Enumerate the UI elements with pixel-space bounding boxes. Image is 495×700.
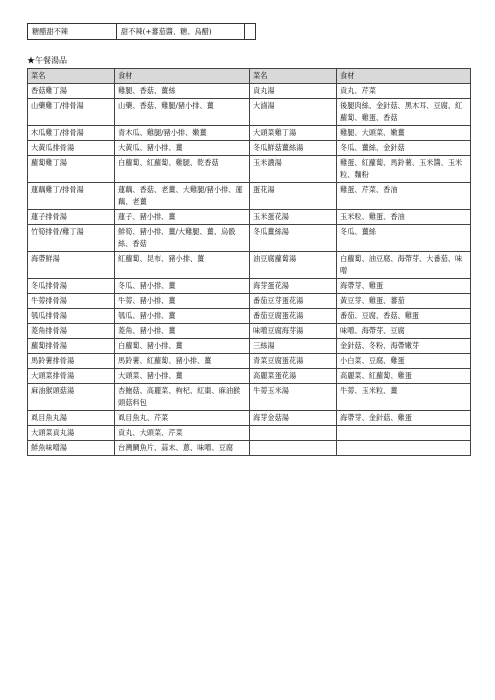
table-row: [28, 384, 471, 411]
ingredients-cell: 鮮筍、豬小排、薑/大雞腿、薑、烏骰絲、香菇: [115, 225, 250, 252]
dish-name-cell: 大頭菜貢丸湯: [28, 426, 115, 441]
dish-name-cell: 味噌豆腐海芽湯: [250, 324, 337, 339]
dish-name-cell: 蛋花湯: [250, 183, 337, 210]
ingredients-cell: 青木瓜、雞腿/豬小排、嫩薑: [115, 126, 250, 141]
ingredients-cell: 大頭菜、豬小排、薑: [115, 369, 250, 384]
ingredients-cell: 貢丸、芹菜: [337, 84, 471, 99]
ingredients-cell: 紅蘿蔔、昆布、豬小排、薑: [115, 252, 250, 279]
empty-cell: [245, 24, 256, 40]
table-row: [28, 324, 471, 339]
table-row: [28, 99, 471, 126]
dish-name-cell: 高麗菜蛋花湯: [250, 369, 337, 384]
ingredients-cell: 冬瓜、豬小排、薑: [115, 279, 250, 294]
lunch-soup-table: [27, 68, 471, 456]
table-row: [28, 411, 471, 426]
table-row: [28, 141, 471, 156]
dish-name-cell: 海芽蛋花湯: [250, 279, 337, 294]
ingredients-cell: [337, 426, 471, 441]
dish-name-cell: 海帶鮮湯: [28, 252, 115, 279]
ingredients-cell: 馬鈴薯、紅蘿蔔、豬小排、薑: [115, 354, 250, 369]
table-row: [28, 210, 471, 225]
dish-name-cell: 玉米濃湯: [250, 156, 337, 183]
header-row: [28, 69, 471, 84]
table-row: [28, 426, 471, 441]
dish-name-cell: 牛蒡排骨湯: [28, 294, 115, 309]
dish-name-cell: 牛蒡玉米湯: [250, 384, 337, 411]
ingredients-cell: 後腿肉絲、金針菇、黑木耳、豆腐、紅蘿蔔、雞蛋、香菇: [337, 99, 471, 126]
dish-name-cell: 鮮魚味噌湯: [28, 441, 115, 456]
dish-name-cell: 玉米蛋花湯: [250, 210, 337, 225]
ingredients-cell: 杏鮑菇、高麗菜、枸杞、紅棗、麻油猴頭菇料包: [115, 384, 250, 411]
ingredients-cell: 冬瓜、薑絲: [337, 225, 471, 252]
dish-name-cell: [250, 426, 337, 441]
ingredients-cell: 玉米粒、雞蛋、香油: [337, 210, 471, 225]
dish-name-cell: 麻油猴頭菇湯: [28, 384, 115, 411]
dish-name-cell: 冬瓜排骨湯: [28, 279, 115, 294]
table-row: [28, 225, 471, 252]
dish-name-cell: 瓠瓜排骨湯: [28, 309, 115, 324]
ingredients-cell: 甜不辣(+蕃茄醬、糖、烏醋): [117, 24, 245, 40]
table-row: [28, 24, 256, 40]
ingredients-cell: 菱角、豬小排、薑: [115, 324, 250, 339]
ingredients-cell: 白蘿蔔、紅蘿蔔、雞腿、乾香菇: [115, 156, 250, 183]
ingredients-cell: 金針菇、冬粉、海帶嫩芽: [337, 339, 471, 354]
dish-name-cell: 大頭菜排骨湯: [28, 369, 115, 384]
dish-name-cell: 海芽金菇湯: [250, 411, 337, 426]
ingredients-cell: 雞腿、香菇、薑絲: [115, 84, 250, 99]
ingredients-cell: 雞腿、大頭菜、嫩薑: [337, 126, 471, 141]
dish-name-cell: 山藥雞丁/排骨湯: [28, 99, 115, 126]
ingredients-cell: 海帶芽、雞蛋: [337, 279, 471, 294]
header-dish-name: 菜名: [28, 69, 115, 84]
ingredients-cell: 冬瓜、薑絲、金針菇: [337, 141, 471, 156]
dish-name-cell: 竹筍排骨/雞丁湯: [28, 225, 115, 252]
dish-name-cell: 三絲湯: [250, 339, 337, 354]
dish-name-cell: 青菜豆腐蛋花湯: [250, 354, 337, 369]
dish-name-cell: 油豆腐蘿蔔湯: [250, 252, 337, 279]
table-row: [28, 126, 471, 141]
dish-name-cell: 蓮藕雞丁/排骨湯: [28, 183, 115, 210]
table-row: [28, 309, 471, 324]
table-row: [28, 354, 471, 369]
ingredients-cell: 黃豆芽、雞蛋、蕃茄: [337, 294, 471, 309]
ingredients-cell: 台灣鯛魚片、蒜末、蔥、味噌、豆腐: [115, 441, 250, 456]
ingredients-cell: 味噌、海帶芽、豆腐: [337, 324, 471, 339]
ingredients-cell: 小白菜、豆腐、雞蛋: [337, 354, 471, 369]
ingredients-cell: 雞蛋、紅蘿蔔、馬鈴薯、玉米醬、玉米粒、麵粉: [337, 156, 471, 183]
ingredients-cell: 牛蒡、豬小排、薑: [115, 294, 250, 309]
ingredients-cell: 牛蒡、玉米粒、薑: [337, 384, 471, 411]
table-row: [28, 294, 471, 309]
dish-name-cell: 番茄豆腐蛋花湯: [250, 309, 337, 324]
table-row: [28, 369, 471, 384]
dish-name-cell: [250, 441, 337, 456]
table-row: [28, 156, 471, 183]
table-row: [28, 279, 471, 294]
ingredients-cell: 高麗菜、紅蘿蔔、雞蛋: [337, 369, 471, 384]
ingredients-cell: 海帶芽、金針菇、雞蛋: [337, 411, 471, 426]
dish-name-cell: 蘿蔔排骨湯: [28, 339, 115, 354]
ingredients-cell: [337, 441, 471, 456]
ingredients-cell: 白蘿蔔、豬小排、薑: [115, 339, 250, 354]
dish-name-cell: 糖醋甜不辣: [28, 24, 117, 40]
dish-name-cell: 貢丸湯: [250, 84, 337, 99]
header-ingredients: 食材: [115, 69, 250, 84]
ingredients-cell: 白蘿蔔、油豆腐、海帶芽、大番茄、味噌: [337, 252, 471, 279]
section-title: ★午餐湯品: [27, 56, 67, 65]
previous-menu-table: [27, 23, 256, 40]
dish-name-cell: 大滷湯: [250, 99, 337, 126]
dish-name-cell: 大頭菜雞丁湯: [250, 126, 337, 141]
header-ingredients: 食材: [337, 69, 471, 84]
dish-name-cell: 香菇雞丁湯: [28, 84, 115, 99]
dish-name-cell: 木瓜雞丁/排骨湯: [28, 126, 115, 141]
table-row: [28, 84, 471, 99]
dish-name-cell: 虱目魚丸湯: [28, 411, 115, 426]
dish-name-cell: 菱角排骨湯: [28, 324, 115, 339]
ingredients-cell: 大黃瓜、豬小排、薑: [115, 141, 250, 156]
dish-name-cell: 蘿蔔雞丁湯: [28, 156, 115, 183]
ingredients-cell: 雞蛋、芹菜、香油: [337, 183, 471, 210]
ingredients-cell: 番茄、豆腐、香菇、雞蛋: [337, 309, 471, 324]
dish-name-cell: 番茄豆芽蛋花湯: [250, 294, 337, 309]
table-row: [28, 441, 471, 456]
ingredients-cell: 貢丸、大頭菜、芹菜: [115, 426, 250, 441]
dish-name-cell: 大黃瓜排骨湯: [28, 141, 115, 156]
dish-name-cell: 蓮子排骨湯: [28, 210, 115, 225]
table-row: [28, 252, 471, 279]
ingredients-cell: 蓮子、豬小排、薑: [115, 210, 250, 225]
dish-name-cell: 冬瓜薑絲湯: [250, 225, 337, 252]
header-dish-name: 菜名: [250, 69, 337, 84]
dish-name-cell: 馬鈴薯排骨湯: [28, 354, 115, 369]
ingredients-cell: 瓠瓜、豬小排、薑: [115, 309, 250, 324]
table-row: [28, 183, 471, 210]
table-row: [28, 339, 471, 354]
ingredients-cell: 山藥、香菇、雞腿/豬小排、薑: [115, 99, 250, 126]
ingredients-cell: 蓮藕、香菇、老薑、大雞腿/豬小排、蓮藕、老薑: [115, 183, 250, 210]
dish-name-cell: 冬瓜鮮菇薑絲湯: [250, 141, 337, 156]
ingredients-cell: 虱目魚丸、芹菜: [115, 411, 250, 426]
